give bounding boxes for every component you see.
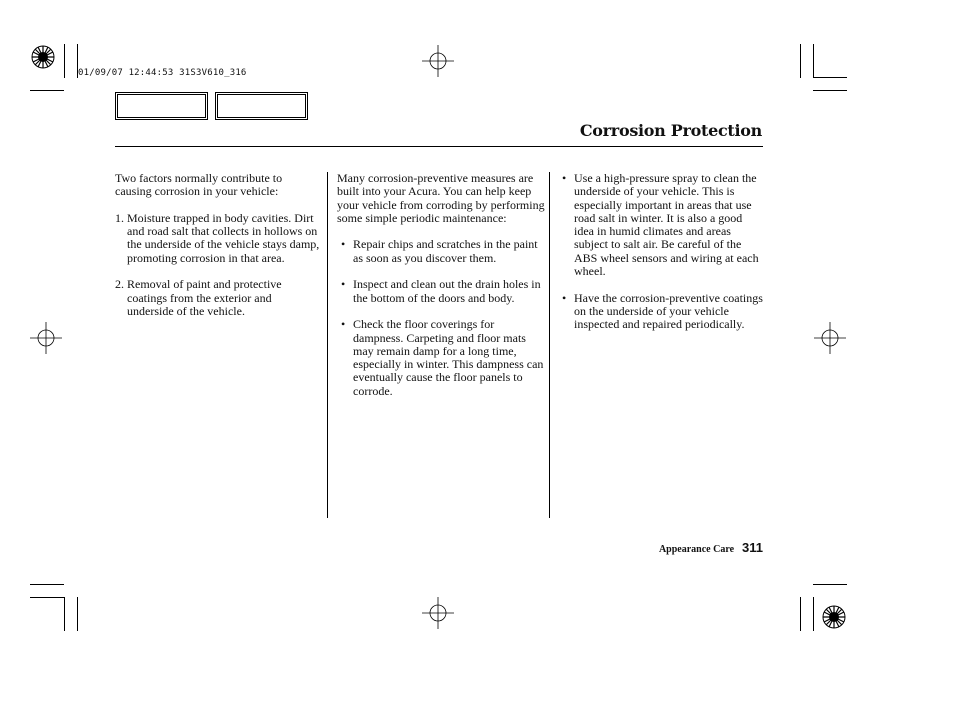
page-number: 311 — [742, 540, 763, 555]
header-tab-box-1 — [115, 92, 208, 120]
bullet: • — [341, 277, 346, 292]
bullet: • — [562, 290, 567, 305]
list-item-text: Have the corrosion-preventive coatings on the underside of your vehicle inspected and repaired periodically. — [574, 290, 763, 332]
page-footer — [659, 537, 763, 556]
crosshair-mark-bottom — [422, 597, 454, 629]
footer-section-name: Appearance Care — [658, 544, 735, 555]
list-item — [115, 212, 320, 265]
list-item-text: Check the floor coverings for dampness. Carpeting and floor mats may remain damp for a long time, especially in winter. This dampness can eventually cause the floor panels to corrode. — [353, 317, 544, 398]
list-item — [341, 278, 545, 305]
column-3 — [562, 172, 764, 345]
list-item-text: Inspect and clean out the drain holes in the bottom of the doors and body. — [353, 277, 541, 305]
list-item-text: Repair chips and scratches in the paint as soon as you discover them. — [353, 237, 538, 265]
list-marker: 2. — [115, 277, 124, 292]
header-tab-box-2 — [215, 92, 308, 120]
list-item-text: Use a high-pressure spray to clean the underside of your vehicle. This is especially important in areas that use road salt in winter. It is also a good idea in humid climates and areas subject to salt air. Be careful of the ABS wheel sensors and wiring at each wheel. — [574, 171, 759, 279]
col2-intro: Many corrosion-preventive measures are built into your Acura. You can help keep your vehicle from corroding by performing some simple periodic maintenance: — [337, 171, 545, 225]
list-item-text: Moisture trapped in body cavities. Dirt and road salt that collects in hollows on the underside of the vehicle stays damp, promoting corrosion in that area. — [127, 210, 320, 265]
list-item-text: Removal of paint and protective coatings from the exterior and underside of the vehicle. — [127, 277, 282, 318]
list-item — [341, 238, 545, 265]
bullet: • — [562, 171, 567, 185]
header-rule — [115, 146, 763, 147]
col1-intro: Two factors normally contribute to causing corrosion in your vehicle: — [115, 171, 283, 199]
crosshair-mark-left — [30, 322, 62, 354]
bullet: • — [341, 237, 346, 252]
list-item — [562, 172, 764, 278]
list-marker: 1. — [115, 210, 124, 225]
list-item — [115, 278, 320, 318]
column-2 — [337, 172, 545, 411]
crosshair-mark-right — [814, 322, 846, 354]
print-stamp: 01/09/07 12:44:53 31S3V610_316 — [78, 68, 247, 78]
column-divider-2 — [549, 172, 550, 518]
page-title: Corrosion Protection — [579, 121, 762, 140]
starburst-mark-bottom-right — [822, 605, 846, 629]
list-item — [562, 292, 764, 332]
column-divider-1 — [327, 172, 328, 518]
crosshair-mark-top — [422, 45, 454, 77]
list-item — [341, 318, 545, 398]
column-1 — [115, 172, 320, 332]
starburst-mark-top-left — [31, 45, 55, 69]
bullet: • — [341, 317, 346, 332]
